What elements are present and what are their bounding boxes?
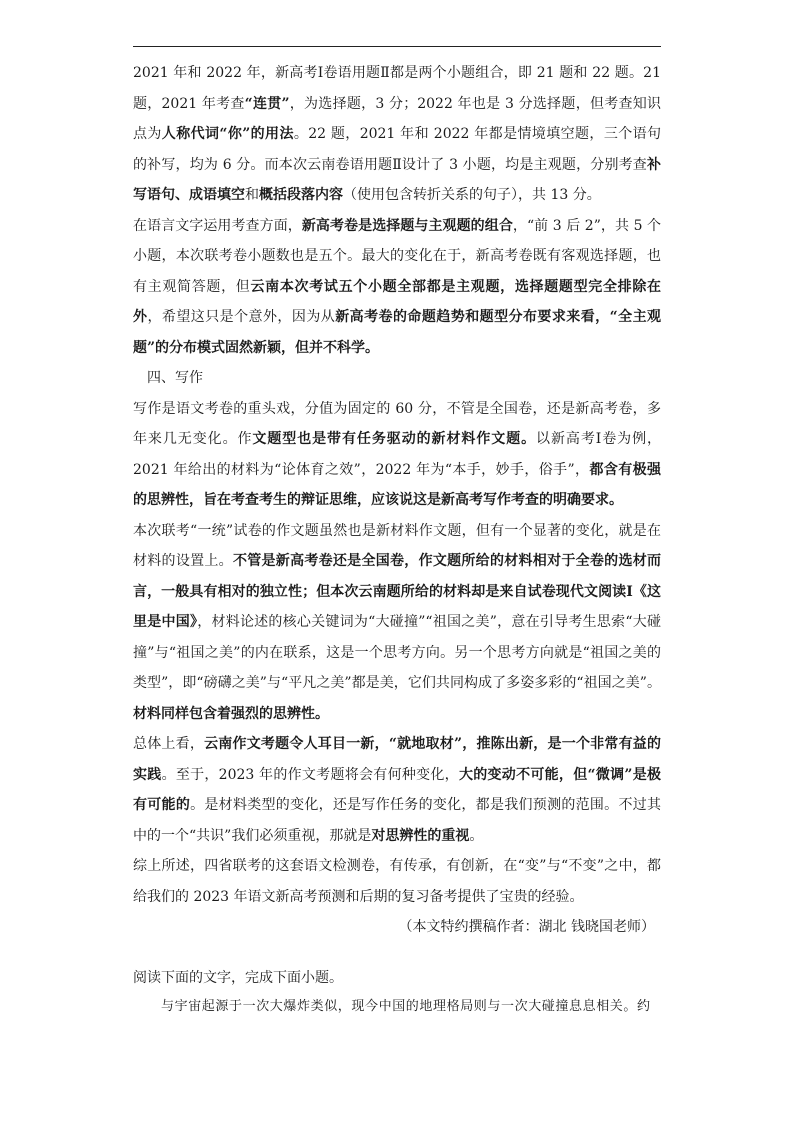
reading-instruction: 阅读下面的文字，完成下面小题。 xyxy=(133,969,343,986)
paragraph xyxy=(133,363,661,394)
emphasis-text: 云南作文考题令人耳目一新，“就地取材”，推陈出新，是一个非常有益的实践 xyxy=(133,736,662,783)
emphasis-text: 补写语句、成语填空 xyxy=(133,156,661,203)
paragraph xyxy=(133,851,661,912)
paragraph xyxy=(133,58,661,211)
emphasis-text: 都含有极强的思辨性，旨在考查考生的辩证思维，应该说这是新高考写作考查的明确要求。 xyxy=(133,461,661,508)
text-run: 。至于，2023 年的作文考题将会有何种变化， xyxy=(161,766,459,783)
emphasis-text: 材料同样包含着强烈的思辨性。 xyxy=(133,705,329,722)
text-run: 综上所述，四省联考的这套语文检测卷，有传承，有创新，在“变”与“不变”之中，都给我们的 2023 年语文新高考预测和后期的复习备考提供了宝贵的经验。 xyxy=(133,858,661,905)
text-run: ，“前 3 后 2”，共 5 个小题，本次联考卷小题数也是五个。最大的变化在于，新高考卷既有客观选择题，也有主观简答题，但 xyxy=(133,217,662,295)
header-rule xyxy=(133,46,661,47)
paragraph-list xyxy=(133,58,661,912)
text-run: 。是材料类型的变化，还是写作任务的变化，都是我们预测的范围。不过其中的一个“共识”我们必须重视，那就是 xyxy=(133,797,662,844)
emphasis-text: 对思辨性的重视 xyxy=(371,827,470,844)
text-run: 在语言文字运用考查方面， xyxy=(133,217,302,234)
paragraph xyxy=(133,729,661,851)
emphasis-text: 人称代词“你”的用法 xyxy=(161,126,294,142)
emphasis-text: 云南本次考试五个小题全部都是主观题，选择题题型完全排除在外 xyxy=(133,278,662,325)
paragraph xyxy=(133,394,661,516)
text-run: 以新高考Ⅰ卷为例，2021 年给出的材料为“论体育之效”，2022 年为“本手，妙手，俗手”， xyxy=(133,431,661,478)
text-run: 本次联考“一统”试卷的作文题虽然也是新材料作文题，但有一个显著的变化，就是在材料的设置上。 xyxy=(133,522,661,569)
passage-first-line: 与宇宙起源于一次大爆炸类似，现今中国的地理格局则与一次大碰撞息息相关。约 xyxy=(161,999,651,1014)
emphasis-text: 新高考卷的命题趋势和题型分布要求来看，“全主观题”的分布模式固然新颖，但并不科学。 xyxy=(133,309,662,356)
document-body xyxy=(133,58,661,1021)
text-run: 。22 题，2021 年和 2022 年都是情境填空题，三个语句的补写，均为 6 分。而本次云南卷语用题Ⅱ设计了 3 小题，均是主观题，分别考查 xyxy=(133,126,662,173)
paragraph xyxy=(133,211,661,364)
text-run: 写作是语文考卷的重头戏，分值为固定的 60 分，不管是全国卷，还是新高考卷，多年来几无变化。作 xyxy=(133,400,661,447)
emphasis-text: 概括段落内容 xyxy=(259,187,343,203)
text-run: ，材料论述的核心关键词为“大碰撞”“祖国之美”，意在引导考生思索“大碰撞”与“祖国之美”的内在联系，这是一个思考方向。另一个思考方向就是“祖国之美的类型”，即“磅礴之美”与“平凡之美”都是美，它们共同构成了多姿多彩的“祖国之美”。 xyxy=(133,614,661,691)
text-run: ，为选择题，3 分；2022 年也是 3 分选择题，但考查知识点为 xyxy=(133,95,661,142)
emphasis-text: 新高考卷是选择题与主观题的组合 xyxy=(301,217,513,234)
paragraph xyxy=(133,516,661,730)
text-run: 。 xyxy=(469,827,484,844)
emphasis-text: 大的变动不可能，但“微调”是极有可能的 xyxy=(133,766,661,813)
text-run: ，希望这只是个意外，因为从 xyxy=(147,309,336,325)
text-run: 2021 年和 2022 年，新高考Ⅰ卷语用题Ⅱ都是两个小题组合，即 21 题和 22 题。21 题，2021 年考查 xyxy=(133,65,661,112)
text-run: 四、写作 xyxy=(147,370,203,386)
emphasis-text: 不管是新高考卷还是全国卷，作文题所给的材料相对于全卷的选材而言，一般具有相对的独立性；但本次云南题所给的材料却是来自试卷现代文阅读Ⅰ《这里是中国》 xyxy=(133,553,662,630)
emphasis-text: 文题型也是带有任务驱动的新材料作文题。 xyxy=(252,431,537,447)
emphasis-text: “连贯” xyxy=(244,95,290,112)
text-run: 和 xyxy=(245,187,259,203)
text-run: （使用包含转折关系的句子），共 13 分。 xyxy=(343,187,601,203)
text-run: 总体上看， xyxy=(133,736,205,752)
spacer xyxy=(133,943,661,963)
byline: （本文特约撰稿作者：湖北 钱晓国老师） xyxy=(398,919,655,935)
